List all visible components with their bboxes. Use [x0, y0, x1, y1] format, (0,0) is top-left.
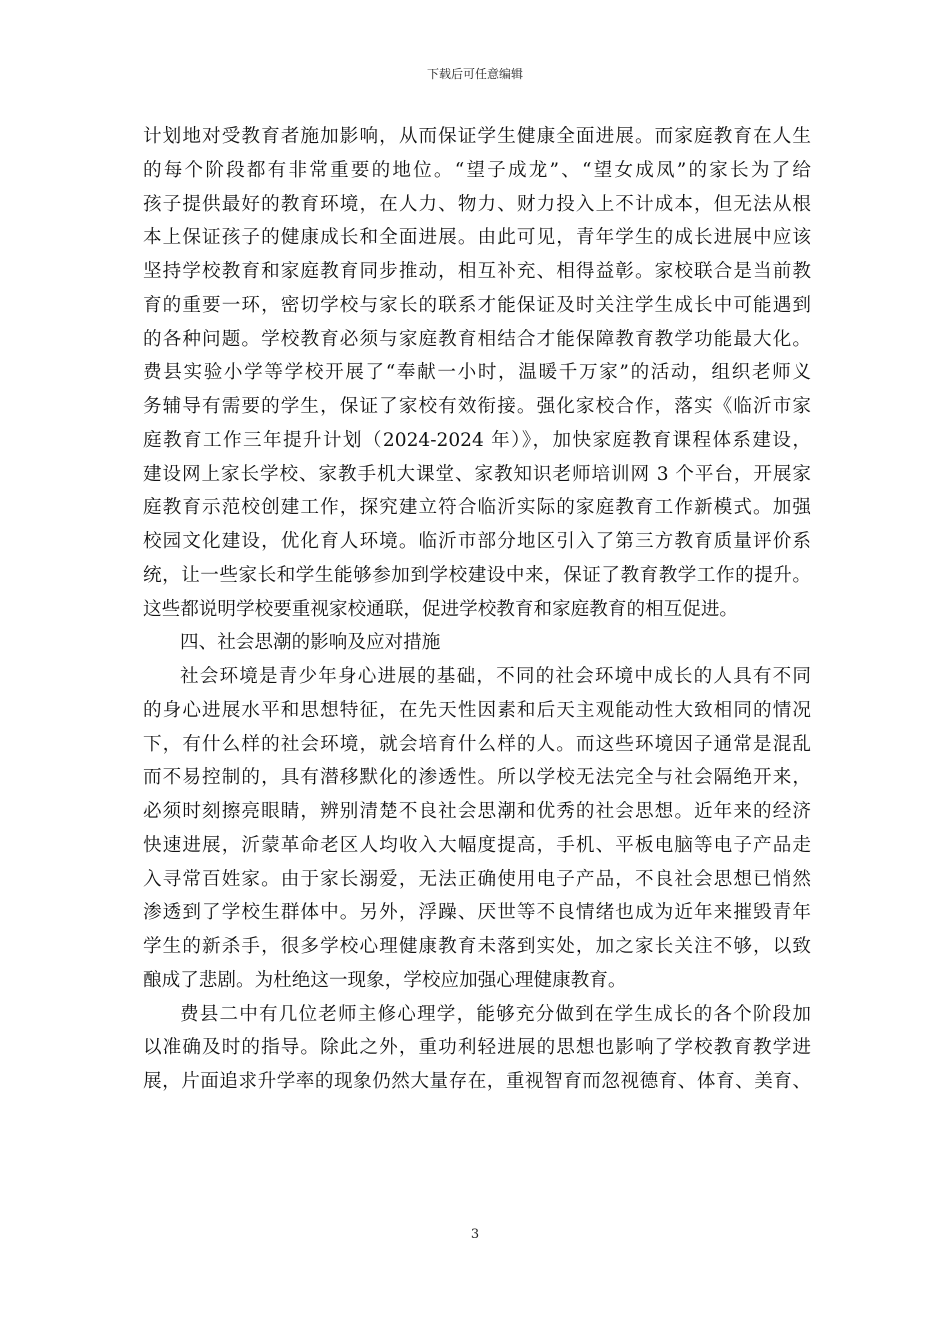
- text-line: 快速进展，沂蒙革命老区人均收入大幅度提高，手机、平板电脑等电子产品走: [143, 834, 811, 856]
- text-line: 而不易控制的，具有潜移默化的渗透性。所以学校无法完全与社会隔绝开来，: [143, 767, 811, 789]
- text-line: 入寻常百姓家。由于家长溺爱，无法正确使用电子产品，不良社会思想已悄然: [143, 868, 811, 890]
- page-header: 下载后可任意编辑: [426, 67, 523, 81]
- text-line: 计划地对受教育者施加影响，从而保证学生健康全面进展。而家庭教育在人生: [143, 126, 811, 147]
- text-line: 的身心进展水平和思想特征，在先天性因素和后天主观能动性大致相同的情况: [143, 699, 811, 721]
- text-line: 孩子提供最好的教育环境，在人力、物力、财力投入上不计成本，但无法从根: [143, 193, 811, 215]
- text-line: 育的重要一环，密切学校与家长的联系才能保证及时关注学生成长中可能遇到: [143, 294, 811, 316]
- text-line: 酿成了悲剧。为杜绝这一现象，学校应加强心理健康教育。: [143, 969, 627, 991]
- body-text: [143, 120, 811, 1099]
- text-line: 校园文化建设，优化育人环境。临沂市部分地区引入了第三方教育质量评价系: [143, 531, 811, 552]
- text-line: 统，让一些家长和学生能够参加到学校建设中来，保证了教育教学工作的提升。: [143, 564, 811, 586]
- text-line: 费县二中有几位老师主修心理学，能够充分做到在学生成长的各个阶段加: [180, 1003, 811, 1025]
- text-line: 坚持学校教育和家庭教育同步推动，相互补充、相得益彰。家校联合是当前教: [143, 261, 811, 282]
- section-heading: 四、社会思潮的影响及应对措施: [180, 632, 441, 654]
- text-line: 展，片面追求升学率的现象仍然大量存在，重视智育而忽视德育、体育、美育、: [143, 1071, 811, 1092]
- text-line: 渗透到了学校生群体中。另外，浮躁、厌世等不良情绪也成为近年来摧毁青年: [143, 902, 811, 924]
- text-line: 学生的新杀手，很多学校心理健康教育未落到实处，加之家长关注不够，以致: [143, 936, 811, 957]
- text-line: 建设网上家长学校、家教手机大课堂、家教知识老师培训网 3 个平台，开展家: [143, 463, 811, 485]
- text-line: 以准确及时的指导。除此之外，重功利轻进展的思想也影响了学校教育教学进: [143, 1037, 811, 1059]
- text-line: 费县实验小学等学校开展了“奉献一小时，温暖千万家”的活动，组织老师义: [143, 362, 811, 384]
- text-line: 的各种问题。学校教育必须与家庭教育相结合才能保障教育教学功能最大化。: [143, 328, 811, 350]
- text-line: 社会环境是青少年身心进展的基础，不同的社会环境中成长的人具有不同: [180, 666, 811, 687]
- page-number: 3: [470, 1227, 480, 1242]
- text-line: 必须时刻擦亮眼睛，辨别清楚不良社会思潮和优秀的社会思想。近年来的经济: [143, 801, 811, 822]
- text-line: 下，有什么样的社会环境，就会培育什么样的人。而这些环境因子通常是混乱: [143, 733, 811, 755]
- text-line: 庭教育工作三年提升计划（2024-2024 年）》，加快家庭教育课程体系建设，: [143, 429, 811, 451]
- text-line: 的每个阶段都有非常重要的地位。“望子成龙”、“望女成凤”的家长为了给: [143, 159, 811, 181]
- text-line: 这些都说明学校要重视家校通联，促进学校教育和家庭教育的相互促进。: [143, 598, 739, 620]
- text-line: 本上保证孩子的健康成长和全面进展。由此可见，青年学生的成长进展中应该: [143, 227, 811, 249]
- text-line: 庭教育示范校创建工作，探究建立符合临沂实际的家庭教育工作新模式。加强: [143, 497, 811, 519]
- text-line: 务辅导有需要的学生，保证了家校有效衔接。强化家校合作，落实《临沂市家: [143, 396, 811, 417]
